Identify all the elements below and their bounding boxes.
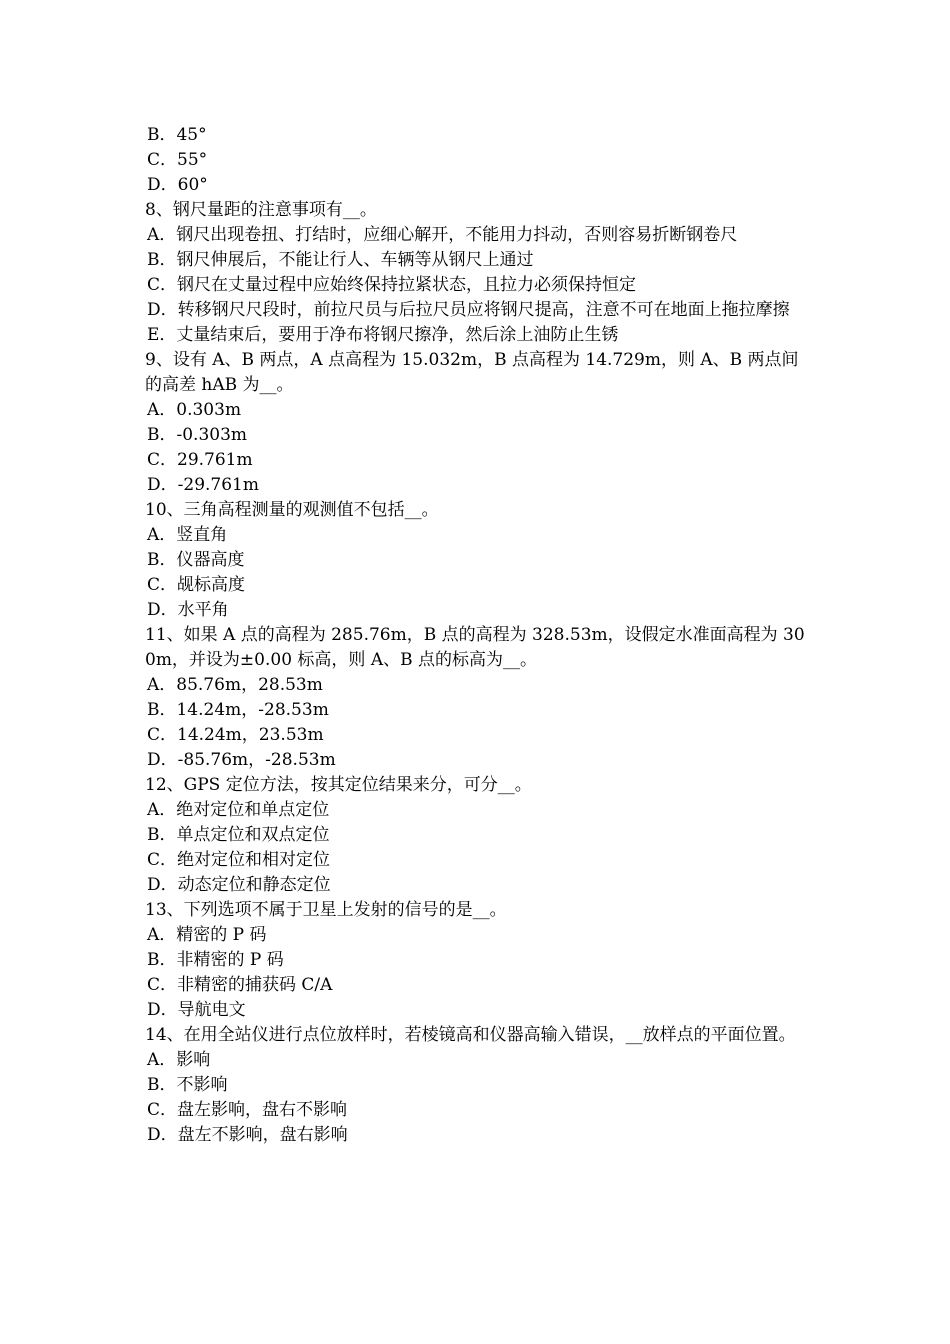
answer-option: B．非精密的 P 码 bbox=[147, 950, 284, 970]
answer-option: D．水平角 bbox=[147, 600, 229, 620]
answer-option: D．导航电文 bbox=[147, 1000, 246, 1020]
answer-option: E．丈量结束后，要用于净布将钢尺擦净，然后涂上油防止生锈 bbox=[147, 325, 619, 345]
answer-option: A．竖直角 bbox=[147, 525, 228, 545]
question-text: 14、在用全站仪进行点位放样时，若棱镜高和仪器高输入错误，__放样点的平面位置。 bbox=[145, 1025, 796, 1045]
answer-option: B．钢尺伸展后，不能让行人、车辆等从钢尺上通过 bbox=[147, 250, 534, 270]
answer-option: A．影响 bbox=[147, 1050, 211, 1070]
answer-option: D．转移钢尺尺段时，前拉尺员与后拉尺员应将钢尺提高，注意不可在地面上拖拉摩擦 bbox=[147, 300, 790, 320]
answer-option: C．55° bbox=[147, 150, 208, 170]
answer-option: B．仪器高度 bbox=[147, 550, 245, 570]
document-page bbox=[145, 123, 810, 1148]
answer-option: B．不影响 bbox=[147, 1075, 228, 1095]
answer-option: A．钢尺出现卷扭、打结时，应细心解开，不能用力抖动，否则容易折断钢卷尺 bbox=[147, 225, 738, 245]
question-text: 13、下列选项不属于卫星上发射的信号的是__。 bbox=[145, 900, 507, 920]
question-text: 10、三角高程测量的观测值不包括__。 bbox=[145, 500, 439, 520]
answer-option: D．-85.76m，-28.53m bbox=[147, 750, 336, 770]
answer-option: C．钢尺在丈量过程中应始终保持拉紧状态，且拉力必须保持恒定 bbox=[147, 275, 637, 295]
answer-option: A．0.303m bbox=[147, 400, 242, 420]
answer-option: D．动态定位和静态定位 bbox=[147, 875, 331, 895]
answer-option: D．盘左不影响，盘右影响 bbox=[147, 1125, 348, 1145]
answer-option: C．盘左影响，盘右不影响 bbox=[147, 1100, 348, 1120]
answer-option: B．-0.303m bbox=[147, 425, 248, 445]
answer-option: B．45° bbox=[147, 125, 207, 145]
answer-option: C．绝对定位和相对定位 bbox=[147, 850, 331, 870]
answer-option: C．非精密的捕获码 C/A bbox=[147, 975, 333, 995]
answer-option: C．14.24m，23.53m bbox=[147, 725, 324, 745]
answer-option: B．14.24m，-28.53m bbox=[147, 700, 329, 720]
answer-option: A．精密的 P 码 bbox=[147, 925, 267, 945]
answer-option: C．觇标高度 bbox=[147, 575, 246, 595]
answer-option: A．85.76m，28.53m bbox=[147, 675, 323, 695]
question-text: 8、钢尺量距的注意事项有__。 bbox=[145, 200, 377, 220]
answer-option: B．单点定位和双点定位 bbox=[147, 825, 330, 845]
answer-option: A．绝对定位和单点定位 bbox=[147, 800, 330, 820]
question-text: 11、如果 A 点的高程为 285.76m，B 点的高程为 328.53m，设假定水准面高程为 300m，并设为±0.00 标高，则 A、B 点的标高为__。 bbox=[145, 625, 805, 670]
question-text: 9、设有 A、B 两点，A 点高程为 15.032m，B 点高程为 14.729m，则 A、B 两点间的高差 hAB 为__。 bbox=[145, 350, 799, 395]
answer-option: D．-29.761m bbox=[147, 475, 259, 495]
answer-option: C．29.761m bbox=[147, 450, 253, 470]
question-text: 12、GPS 定位方法，按其定位结果来分，可分__。 bbox=[145, 775, 532, 795]
answer-option: D．60° bbox=[147, 175, 208, 195]
